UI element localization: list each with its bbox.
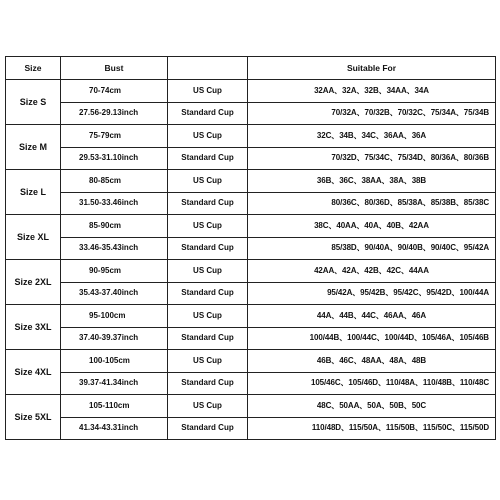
header-cup xyxy=(168,57,248,80)
bust-inch: 31.50-33.46inch xyxy=(61,192,168,215)
bust-cm: 105-110cm xyxy=(61,395,168,418)
us-cup-fit: 36B、36C、38AA、38A、38B xyxy=(248,170,496,193)
size-label: Size M xyxy=(6,125,61,170)
bust-cm: 75-79cm xyxy=(61,125,168,148)
table-row xyxy=(6,305,496,328)
table-row xyxy=(6,125,496,148)
us-cup-label: US Cup xyxy=(168,170,248,193)
standard-cup-label: Standard Cup xyxy=(168,102,248,125)
size-label: Size 3XL xyxy=(6,305,61,350)
standard-cup-label: Standard Cup xyxy=(168,282,248,305)
bust-cm: 70-74cm xyxy=(61,80,168,103)
standard-cup-label: Standard Cup xyxy=(168,147,248,170)
bust-cm: 95-100cm xyxy=(61,305,168,328)
standard-cup-fit: 95/42A、95/42B、95/42C、95/42D、100/44A xyxy=(248,282,496,305)
us-cup-label: US Cup xyxy=(168,305,248,328)
us-cup-fit: 42AA、42A、42B、42C、44AA xyxy=(248,260,496,283)
bust-cm: 90-95cm xyxy=(61,260,168,283)
size-label: Size 5XL xyxy=(6,395,61,440)
table-row xyxy=(6,260,496,283)
standard-cup-fit: 85/38D、90/40A、90/40B、90/40C、95/42A xyxy=(248,237,496,260)
bust-inch: 39.37-41.34inch xyxy=(61,372,168,395)
size-label: Size 4XL xyxy=(6,350,61,395)
table-row xyxy=(6,350,496,373)
us-cup-fit: 44A、44B、44C、46AA、46A xyxy=(248,305,496,328)
standard-cup-label: Standard Cup xyxy=(168,372,248,395)
table-row xyxy=(6,192,496,215)
bust-inch: 27.56-29.13inch xyxy=(61,102,168,125)
standard-cup-label: Standard Cup xyxy=(168,237,248,260)
standard-cup-label: Standard Cup xyxy=(168,192,248,215)
table-header xyxy=(6,57,496,80)
us-cup-label: US Cup xyxy=(168,350,248,373)
bust-inch: 33.46-35.43inch xyxy=(61,237,168,260)
bust-inch: 35.43-37.40inch xyxy=(61,282,168,305)
standard-cup-fit: 100/44B、100/44C、100/44D、105/46A、105/46B xyxy=(248,327,496,350)
size-label: Size L xyxy=(6,170,61,215)
us-cup-fit: 32C、34B、34C、36AA、36A xyxy=(248,125,496,148)
us-cup-label: US Cup xyxy=(168,80,248,103)
table-row xyxy=(6,327,496,350)
table-row xyxy=(6,215,496,238)
standard-cup-label: Standard Cup xyxy=(168,417,248,440)
standard-cup-fit: 70/32A、70/32B、70/32C、75/34A、75/34B xyxy=(248,102,496,125)
table-row xyxy=(6,395,496,418)
us-cup-label: US Cup xyxy=(168,125,248,148)
us-cup-fit: 48C、50AA、50A、50B、50C xyxy=(248,395,496,418)
standard-cup-label: Standard Cup xyxy=(168,327,248,350)
standard-cup-fit: 70/32D、75/34C、75/34D、80/36A、80/36B xyxy=(248,147,496,170)
table-row xyxy=(6,80,496,103)
bust-cm: 85-90cm xyxy=(61,215,168,238)
table-row xyxy=(6,237,496,260)
table-row xyxy=(6,282,496,305)
bust-inch: 41.34-43.31inch xyxy=(61,417,168,440)
standard-cup-fit: 80/36C、80/36D、85/38A、85/38B、85/38C xyxy=(248,192,496,215)
table-row xyxy=(6,170,496,193)
size-chart-table xyxy=(5,56,496,440)
standard-cup-fit: 105/46C、105/46D、110/48A、110/48B、110/48C xyxy=(248,372,496,395)
bust-inch: 37.40-39.37inch xyxy=(61,327,168,350)
us-cup-label: US Cup xyxy=(168,260,248,283)
header-bust: Bust xyxy=(61,57,168,80)
table-body xyxy=(6,80,496,440)
size-label: Size XL xyxy=(6,215,61,260)
header-size: Size xyxy=(6,57,61,80)
header-row xyxy=(6,57,496,80)
us-cup-label: US Cup xyxy=(168,215,248,238)
us-cup-fit: 46B、46C、48AA、48A、48B xyxy=(248,350,496,373)
us-cup-fit: 38C、40AA、40A、40B、42AA xyxy=(248,215,496,238)
size-label: Size 2XL xyxy=(6,260,61,305)
us-cup-label: US Cup xyxy=(168,395,248,418)
table-row xyxy=(6,102,496,125)
bust-cm: 100-105cm xyxy=(61,350,168,373)
bust-inch: 29.53-31.10inch xyxy=(61,147,168,170)
standard-cup-fit: 110/48D、115/50A、115/50B、115/50C、115/50D xyxy=(248,417,496,440)
table-row xyxy=(6,417,496,440)
size-label: Size S xyxy=(6,80,61,125)
bust-cm: 80-85cm xyxy=(61,170,168,193)
us-cup-fit: 32AA、32A、32B、34AA、34A xyxy=(248,80,496,103)
table-row xyxy=(6,372,496,395)
header-suitable-for: Suitable For xyxy=(248,57,496,80)
table-row xyxy=(6,147,496,170)
